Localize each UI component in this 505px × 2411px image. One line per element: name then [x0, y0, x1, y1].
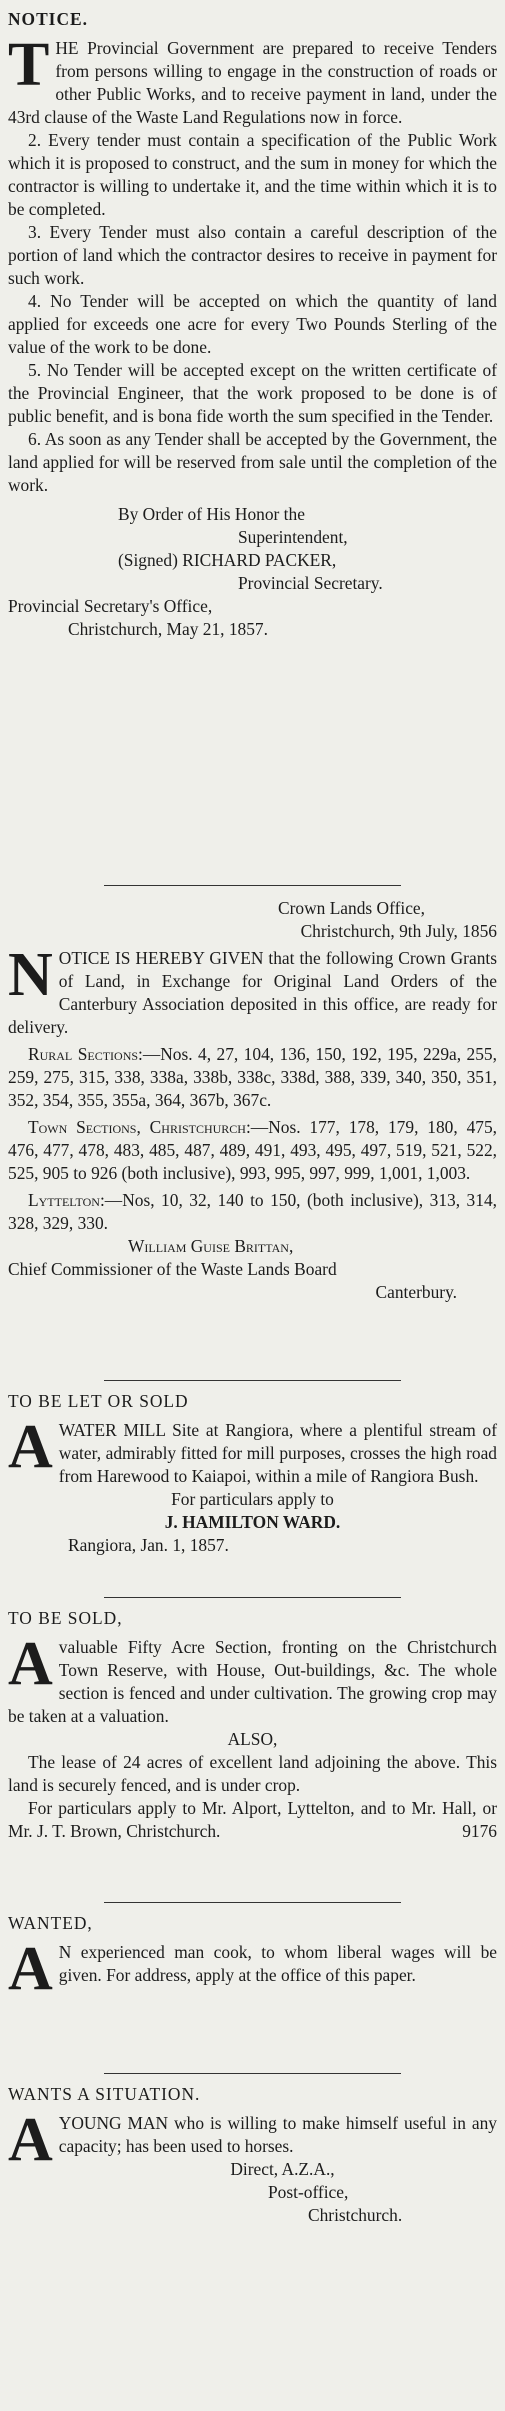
ad-fifty-acre: [0, 1607, 505, 1843]
signer-title: Chief Commissioner of the Waste Lands Board: [8, 1259, 337, 1279]
town-sections: Town Sections, Christchurch:—Nos. 177, 178, 179, 180, 475, 476, 477, 478, 483, 485, 487, 489, 491, 493, 495, 497, 519, 521, 522, 525, 905 to 926 (both inclusive), 993, 995, 997, 999, 1,001, 1,003.: [8, 1117, 498, 1183]
ad-wants-situation: [0, 2083, 505, 2227]
ad-heading: WANTS A SITUATION.: [8, 2084, 201, 2104]
divider: [104, 1597, 401, 1598]
notice-paragraph-4: 4. No Tender will be accepted on which the quantity of land applied for exceeds one acre for every Two Pounds Sterling of the value of the work to be done.: [8, 291, 497, 357]
lease-paragraph: The lease of 24 acres of excellent land adjoining the above. This land is securely fenced, and is under crop.: [8, 1752, 497, 1795]
ad-body: AWATER MILL Site at Rangiora, where a plentiful stream of water, admirably fitted for mill purposes, crosses the high road from Harewood to Kaiapoi, within a mile of Rangiora Bush.: [8, 1413, 497, 1486]
date-line: Christchurch, 9th July, 1856: [300, 921, 497, 941]
signature-title: Provincial Secretary.: [238, 573, 383, 593]
notice-paragraph-3: 3. Every Tender must also contain a careful description of the portion of land which the contractor desires to receive in payment for such work.: [8, 222, 497, 288]
signature-name: (Signed) RICHARD PACKER,: [118, 550, 337, 570]
ad-wanted-cook: [0, 1912, 505, 2003]
also-line: ALSO,: [227, 1729, 278, 1749]
ad-heading: TO BE SOLD,: [8, 1608, 123, 1628]
drop-cap: N: [8, 941, 53, 1009]
drop-cap: A: [8, 1935, 53, 2003]
notice-heading: NOTICE.: [8, 9, 88, 29]
notice-paragraph-2: 2. Every tender must contain a specification of the Public Work which it is proposed to construct, and the sum in money for which the contractor is willing to undertake it, and the time within which it is to be completed.: [8, 130, 497, 219]
reference-number: 9176: [462, 1821, 497, 1841]
signature-line: By Order of His Honor the: [118, 504, 305, 524]
notice-tenders: [0, 8, 505, 641]
notice-paragraph-5: 5. No Tender will be accepted except on the written certificate of the Provincial Engineer, that the work proposed to be done is of public benefit, and is bona fide worth the sum specified in the Tender.: [8, 360, 497, 426]
ad-body: AYOUNG MAN who is willing to make himself useful in any capacity; has been used to horses.: [8, 2106, 497, 2174]
apply-line: For particulars apply to: [171, 1489, 334, 1509]
signature-line: Superintendent,: [238, 527, 348, 547]
ad-water-mill: [0, 1390, 505, 1557]
date-line: Christchurch, May 21, 1857.: [68, 619, 268, 639]
ad-heading: TO BE LET OR SOLD: [8, 1391, 189, 1411]
drop-cap: A: [8, 1630, 53, 1698]
drop-cap: A: [8, 2106, 53, 2174]
drop-cap: A: [8, 1413, 53, 1481]
date-line: Rangiora, Jan. 1, 1857.: [68, 1535, 229, 1555]
ad-heading: WANTED,: [8, 1913, 93, 1933]
divider: [104, 1380, 401, 1381]
office-line: Crown Lands Office,: [278, 898, 425, 918]
signer-place: Canterbury.: [375, 1282, 457, 1302]
lyttelton-sections: Lyttelton:—Nos, 10, 32, 140 to 150, (both inclusive), 313, 314, 328, 329, 330.: [8, 1190, 497, 1233]
post-office-line: Post-office,: [268, 2182, 349, 2202]
apply-paragraph: For particulars apply to Mr. Alport, Lyttelton, and to Mr. Hall, or Mr. J. T. Brown, Christchurch.: [8, 1798, 497, 1841]
office-line: Provincial Secretary's Office,: [8, 596, 213, 616]
direct-line: Direct, A.Z.A.,: [230, 2159, 335, 2179]
notice-intro: NOTICE IS HEREBY GIVEN that the following Crown Grants of Land, in Exchange for Original Land Orders of the Canterbury Association deposited in this office, are ready for delivery.: [8, 941, 497, 1037]
drop-cap: T: [8, 31, 50, 99]
place-line: Christchurch.: [308, 2205, 403, 2225]
ad-body: Avaluable Fifty Acre Section, fronting on the Christchurch Town Reserve, with House, Out-buildings, &c. The whole section is fenced and under cultivation. The growing crop may be taken at a valuation.: [8, 1630, 497, 1726]
ad-body: A N experienced man cook, to whom liberal wages will be given. For address, apply at the office of this paper.: [8, 1935, 497, 2003]
divider: [104, 1902, 401, 1903]
divider: [104, 2073, 401, 2074]
notice-paragraph-1: THE Provincial Government are prepared to receive Tenders from persons willing to engage in the construction of roads or other Public Works, and to receive payment in land, under the 43rd clause of the Waste Land Regulations now in force.: [8, 31, 497, 127]
divider: [104, 885, 401, 886]
notice-paragraph-6: 6. As soon as any Tender shall be accepted by the Government, the land applied for will be reserved from sale until the completion of the work.: [8, 429, 497, 495]
advertiser-name: J. HAMILTON WARD.: [164, 1512, 341, 1532]
signer-name: William Guise Brittan,: [128, 1236, 294, 1256]
notice-crown-grants: [0, 897, 505, 1304]
rural-sections: Rural Sections:—Nos. 4, 27, 104, 136, 150, 192, 195, 229a, 255, 259, 275, 315, 338, 338a, 338b, 338c, 338d, 388, 339, 340, 350, 351, 352, 354, 355, 355a, 364, 367b, 367c.: [8, 1044, 497, 1110]
